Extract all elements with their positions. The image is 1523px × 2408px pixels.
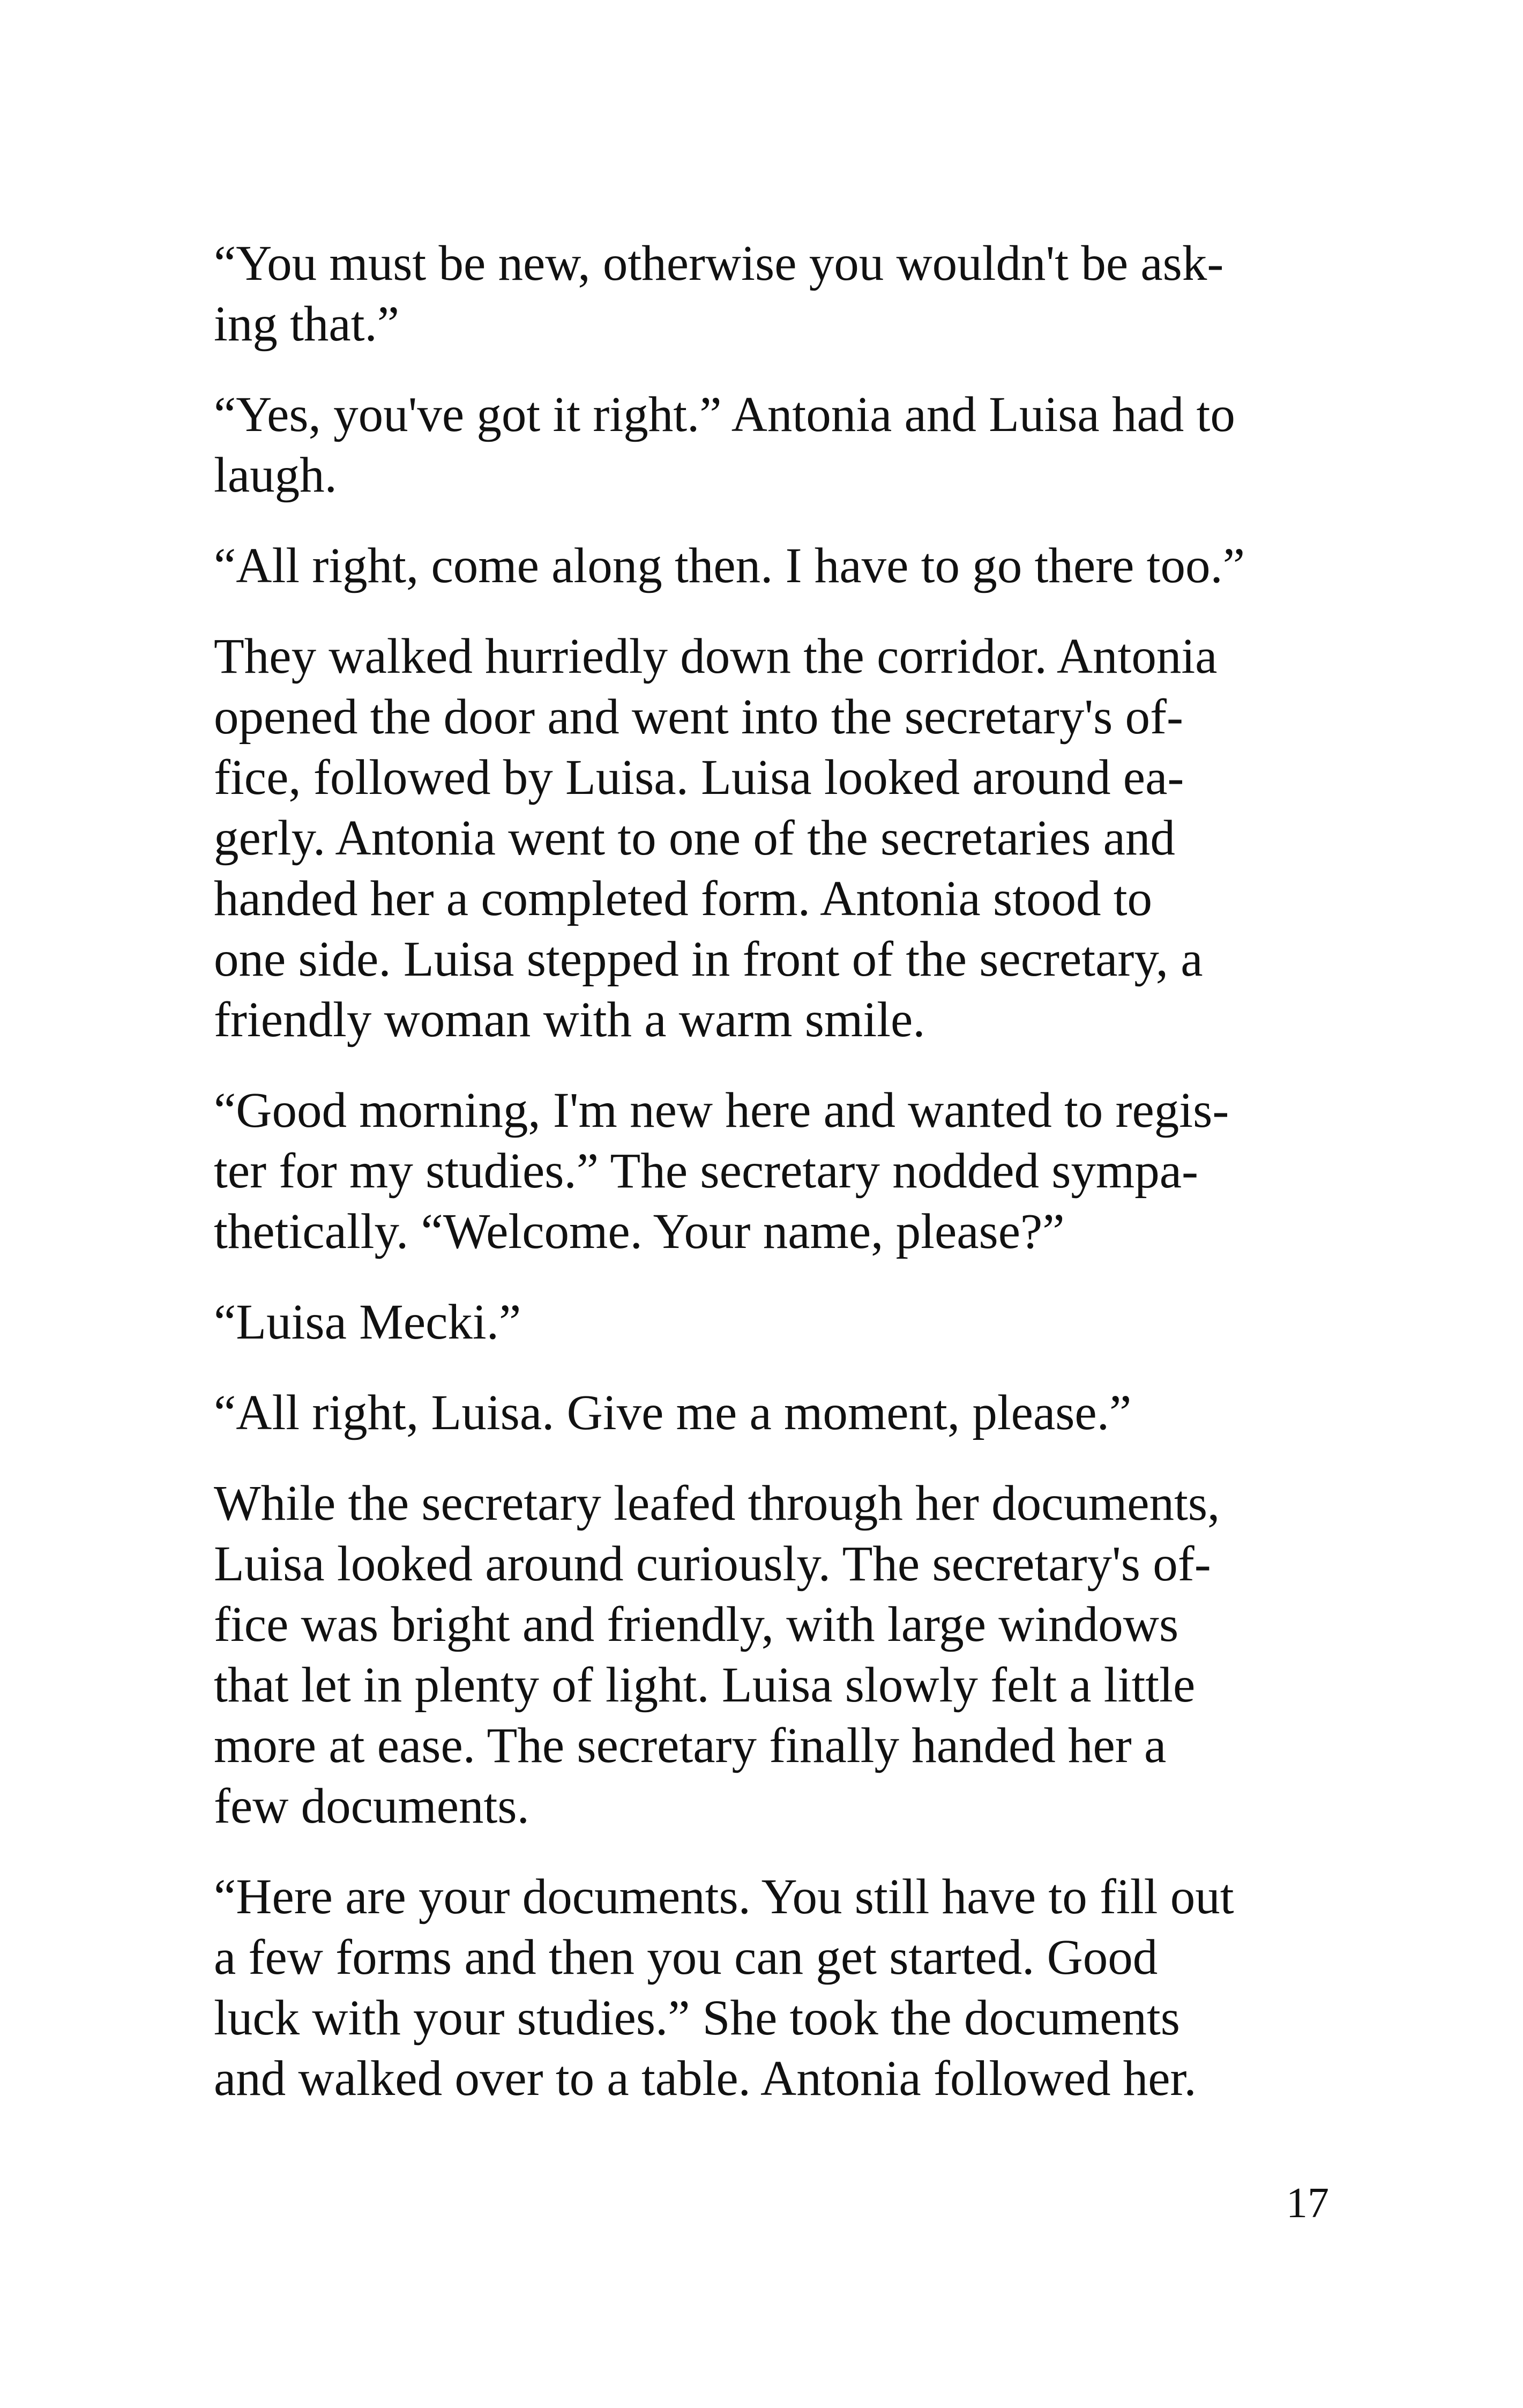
text-line: “Luisa Mecki.” bbox=[214, 1295, 521, 1350]
text-line: laugh. bbox=[214, 448, 337, 503]
text-line: They walked hurriedly down the corridor. Antonia bbox=[214, 629, 1218, 684]
text-line: Luisa looked around curiously. The secretary's of- bbox=[214, 1536, 1211, 1592]
paragraph bbox=[214, 1867, 1328, 2109]
text-line: “You must be new, otherwise you wouldn't be ask- bbox=[214, 236, 1224, 291]
text-line: fice was bright and friendly, with large windows bbox=[214, 1597, 1179, 1652]
paragraph bbox=[214, 1080, 1328, 1262]
text-line: a few forms and then you can get started. Good bbox=[214, 1930, 1158, 1985]
text-line: ing that.” bbox=[214, 296, 400, 352]
text-line: and walked over to a table. Antonia followed her. bbox=[214, 2051, 1197, 2106]
text-line: handed her a completed form. Antonia stood to bbox=[214, 871, 1153, 926]
text-line: “Here are your documents. You still have to fill out bbox=[214, 1869, 1234, 1924]
text-line: luck with your studies.” She took the documents bbox=[214, 1990, 1180, 2046]
text-line: “All right, come along then. I have to go there too.” bbox=[214, 538, 1245, 593]
text-line: that let in plenty of light. Luisa slowly felt a little bbox=[214, 1658, 1196, 1713]
paragraph bbox=[214, 384, 1328, 506]
text-line: thetically. “Welcome. Your name, please?” bbox=[214, 1204, 1065, 1259]
text-line: friendly woman with a warm smile. bbox=[214, 992, 925, 1047]
paragraph bbox=[214, 626, 1328, 1050]
text-line: few documents. bbox=[214, 1779, 529, 1834]
text-line: “Good morning, I'm new here and wanted to regis- bbox=[214, 1083, 1229, 1138]
text-line: opened the door and went into the secretary's of- bbox=[214, 689, 1183, 745]
text-line: While the secretary leafed through her documents, bbox=[214, 1476, 1220, 1531]
text-line: “Yes, you've got it right.” Antonia and Luisa had to bbox=[214, 387, 1235, 442]
text-line: one side. Luisa stepped in front of the secretary, a bbox=[214, 932, 1203, 987]
paragraph bbox=[214, 1383, 1328, 1443]
paragraph bbox=[214, 536, 1328, 596]
body-text bbox=[214, 233, 1328, 2139]
text-line: more at ease. The secretary finally handed her a bbox=[214, 1718, 1167, 1773]
text-line: gerly. Antonia went to one of the secretaries and bbox=[214, 811, 1175, 866]
paragraph bbox=[214, 1292, 1328, 1352]
text-line: fice, followed by Luisa. Luisa looked around ea- bbox=[214, 750, 1184, 805]
page-number: 17 bbox=[1286, 2180, 1329, 2227]
text-line: ter for my studies.” The secretary nodded sympa- bbox=[214, 1143, 1199, 1199]
text-line: “All right, Luisa. Give me a moment, please.” bbox=[214, 1385, 1132, 1440]
paragraph bbox=[214, 1473, 1328, 1837]
paragraph bbox=[214, 233, 1328, 354]
